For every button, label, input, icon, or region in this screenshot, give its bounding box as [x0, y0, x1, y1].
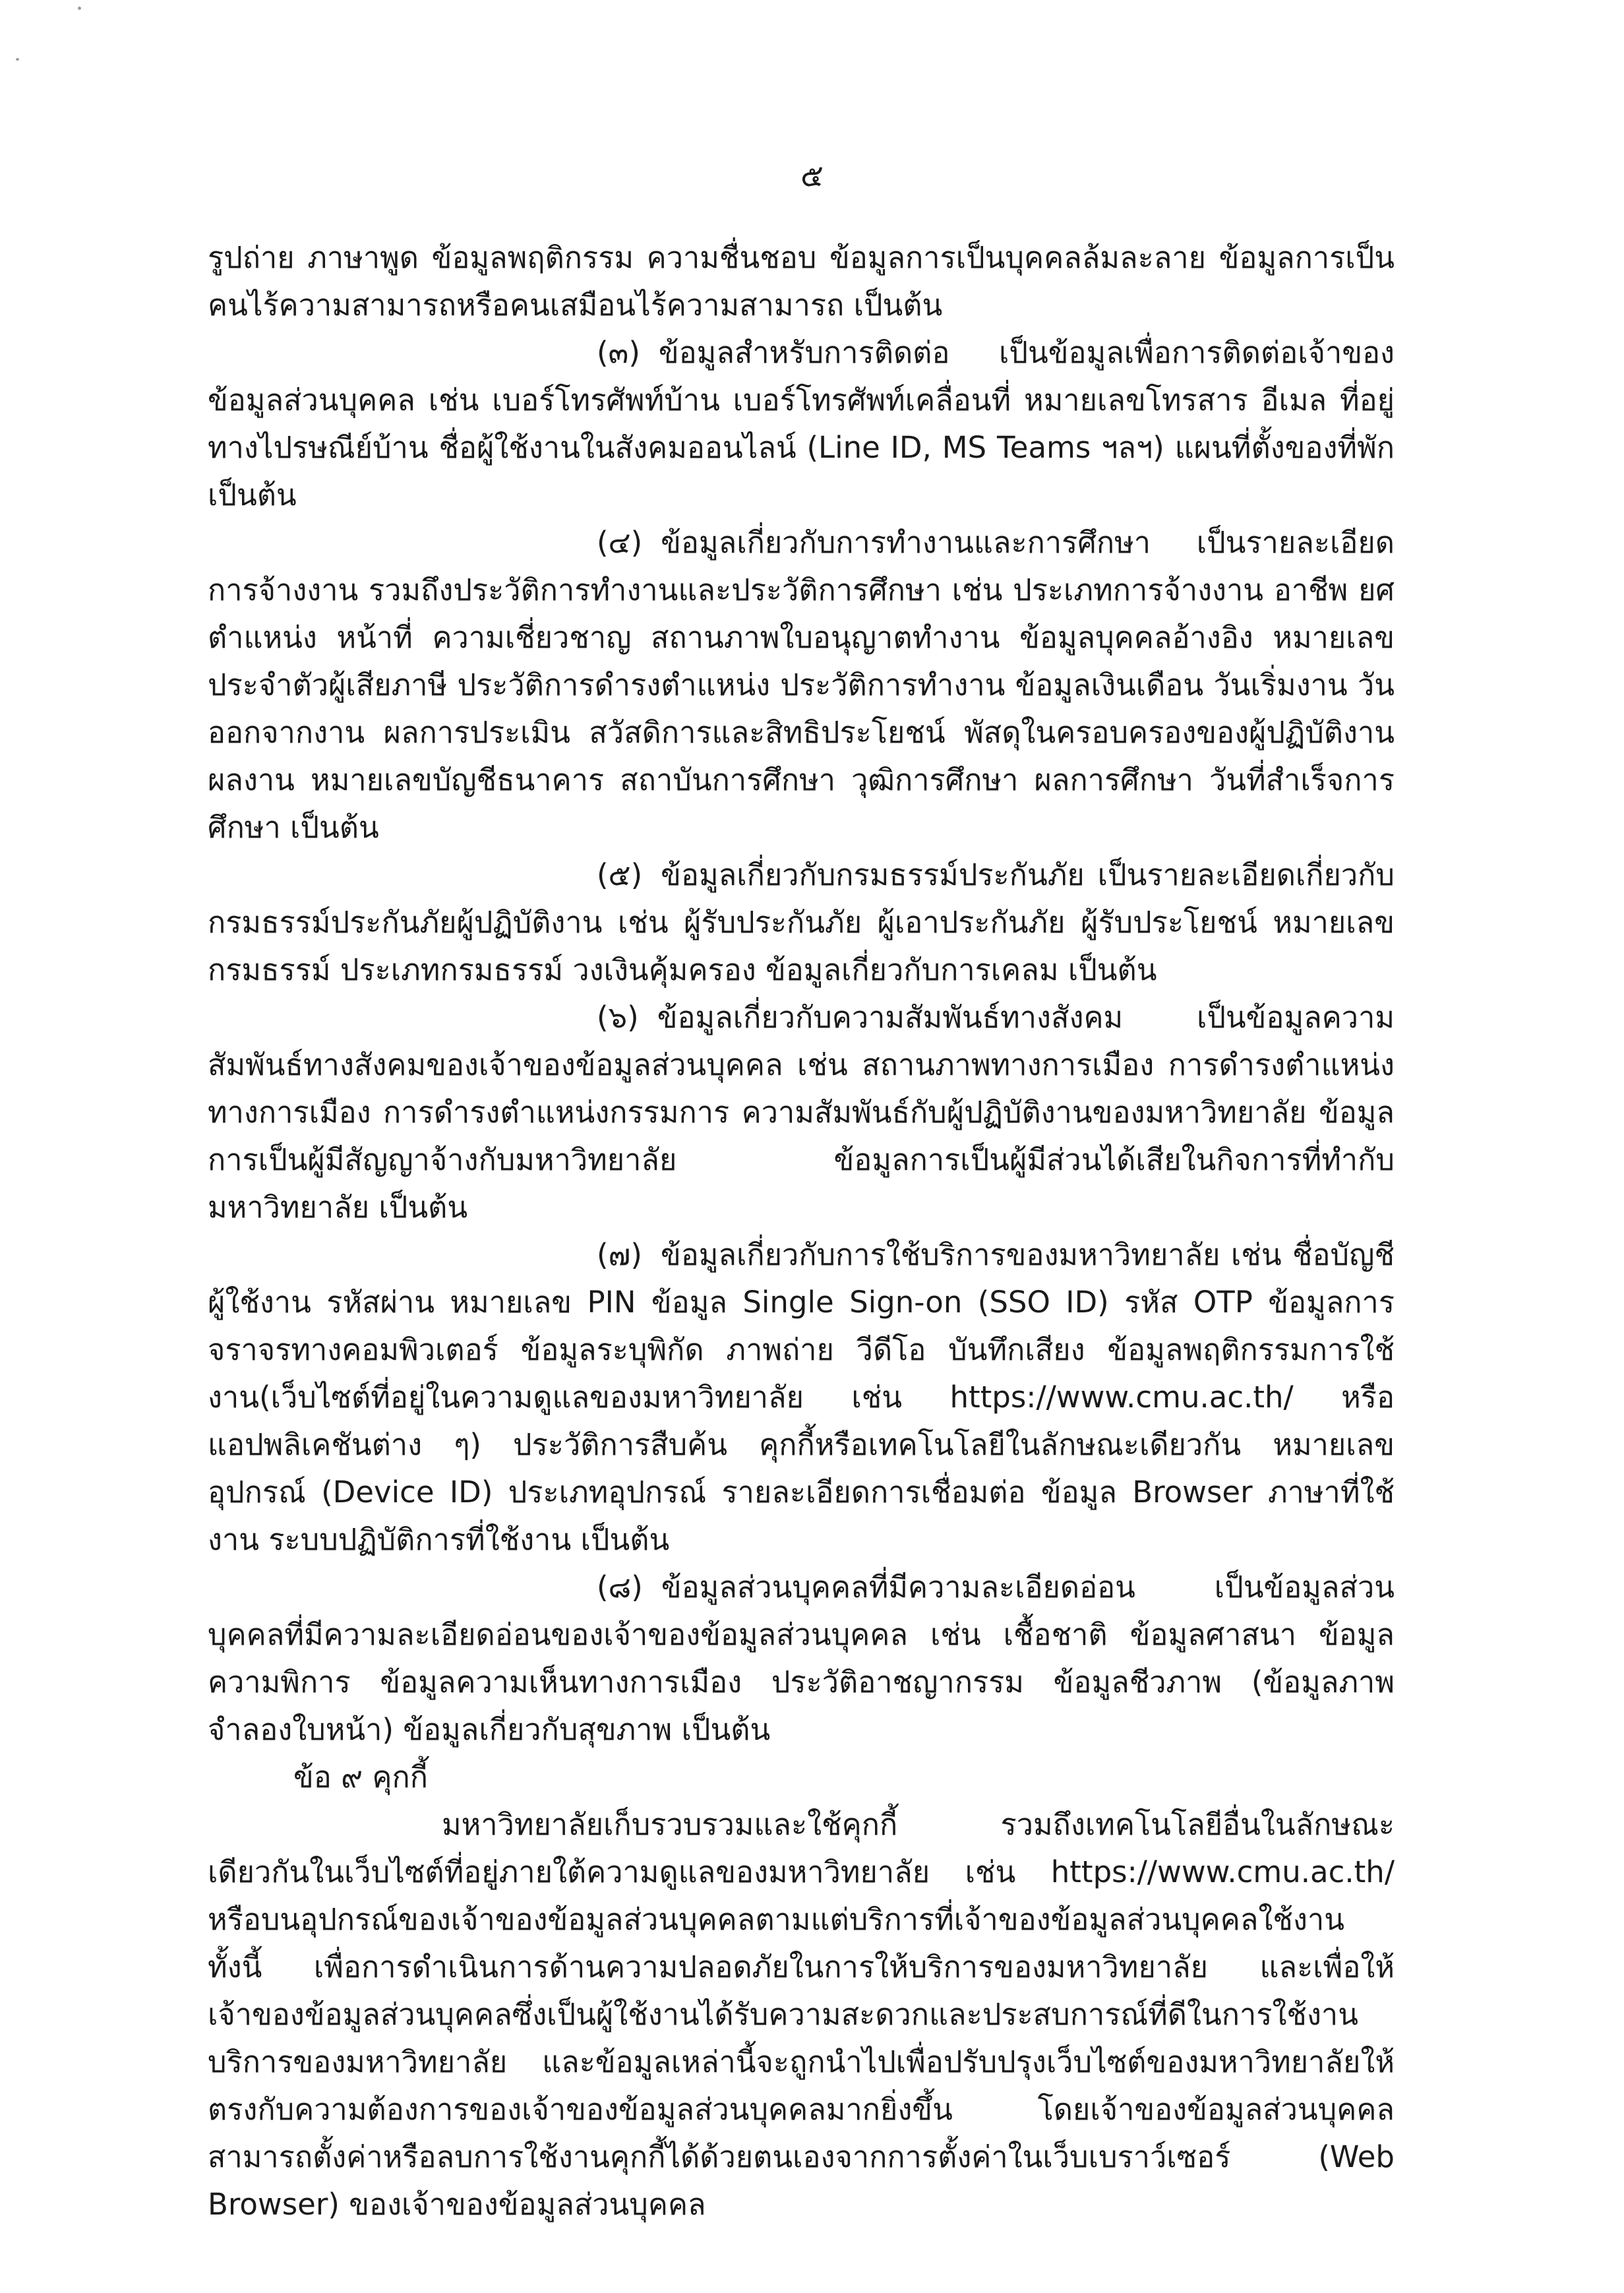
document-body — [208, 234, 1395, 2228]
list-number: (๕) — [597, 857, 643, 892]
scan-speck — [78, 7, 81, 10]
list-item-7 — [208, 1231, 1395, 1564]
page-number: ๕ — [800, 158, 824, 193]
list-number: (๔) — [597, 525, 643, 560]
list-item-text: ข้อมูลสำหรับการติดต่อ เป็นข้อมูลเพื่อการติดต่อเจ้าของข้อมูลส่วนบุคคล เช่น เบอร์โทรศัพท์บ้าน เบอร์โทรศัพท์เคลื่อนที่ หมายเลขโทรสาร อีเมล ที่อยู่ทางไปรษณีย์บ้าน ชื่อผู้ใช้งานในสังคมออนไลน์ (Line ID, MS Teams ฯลฯ) แผนที่ตั้งของที่พัก เป็นต้น — [208, 335, 1395, 512]
list-item-4 — [208, 519, 1395, 851]
section-body: มหาวิทยาลัยเก็บรวบรวมและใช้คุกกี้ รวมถึงเทคโนโลยีอื่นในลักษณะเดียวกันในเว็บไซต์ที่อยู่ภายใต้ความดูแลของมหาวิทยาลัย เช่น https://www.cmu.ac.th/ หรือบนอุปกรณ์ของเจ้าของข้อมูลส่วนบุคคลตามแต่บริการที่เจ้าของข้อมูลส่วนบุคคลใช้งาน ทั้งนี้ เพื่อการดำเนินการด้านความปลอดภัยในการให้บริการของมหาวิทยาลัย และเพื่อให้เจ้าของข้อมูลส่วนบุคคลซึ่งเป็นผู้ใช้งานได้รับความสะดวกและประสบการณ์ที่ดีในการใช้งานบริการของมหาวิทยาลัย และข้อมูลเหล่านี้จะถูกนำไปเพื่อปรับปรุงเว็บไซต์ของมหาวิทยาลัยให้ตรงกับความต้องการของเจ้าของข้อมูลส่วนบุคคลมากยิ่งขึ้น โดยเจ้าของข้อมูลส่วนบุคคลสามารถตั้งค่าหรือลบการใช้งานคุกกี้ได้ด้วยตนเองจากการตั้งค่าในเว็บเบราว์เซอร์ (Web Browser) ของเจ้าของข้อมูลส่วนบุคคล — [208, 1807, 1395, 2222]
section-heading: ข้อ ๙ คุกกี้ — [293, 1759, 428, 1794]
scan-speck — [16, 58, 19, 61]
list-item-text: ข้อมูลส่วนบุคคลที่มีความละเอียดอ่อน เป็นข้อมูลส่วนบุคคลที่มีความละเอียดอ่อนของเจ้าของข้อมูลส่วนบุคคล เช่น เชื้อชาติ ข้อมูลศาสนา ข้อมูลความพิการ ข้อมูลความเห็นทางการเมือง ประวัติอาชญากรรม ข้อมูลชีวภาพ (ข้อมูลภาพจำลองใบหน้า) ข้อมูลเกี่ยวกับสุขภาพ เป็นต้น — [208, 1570, 1395, 1747]
list-item-6 — [208, 994, 1395, 1231]
list-item-3 — [208, 329, 1395, 519]
list-item-text: ข้อมูลเกี่ยวกับความสัมพันธ์ทางสังคม เป็นข้อมูลความสัมพันธ์ทางสังคมของเจ้าของข้อมูลส่วนบุคคล เช่น สถานภาพทางการเมือง การดำรงตำแหน่งทางการเมือง การดำรงตำแหน่งกรรมการ ความสัมพันธ์กับผู้ปฏิบัติงานของมหาวิทยาลัย ข้อมูลการเป็นผู้มีสัญญาจ้างกับมหาวิทยาลัย ข้อมูลการเป็นผู้มีส่วนได้เสียในกิจการที่ทำกับมหาวิทยาลัย เป็นต้น — [208, 1000, 1395, 1225]
list-item-5 — [208, 851, 1395, 994]
list-item-text: ข้อมูลเกี่ยวกับกรมธรรม์ประกันภัย เป็นรายละเอียดเกี่ยวกับกรมธรรม์ประกันภัยผู้ปฏิบัติงาน เช่น ผู้รับประกันภัย ผู้เอาประกันภัย ผู้รับประโยชน์ หมายเลขกรมธรรม์ ประเภทกรมธรรม์ วงเงินคุ้มครอง ข้อมูลเกี่ยวกับการเคลม เป็นต้น — [208, 857, 1395, 987]
paragraph-continuation — [208, 234, 1395, 329]
list-item-text: ข้อมูลเกี่ยวกับการทำงานและการศึกษา เป็นรายละเอียดการจ้างงาน รวมถึงประวัติการทำงานและประวัติการศึกษา เช่น ประเภทการจ้างงาน อาชีพ ยศ ตำแหน่ง หน้าที่ ความเชี่ยวชาญ สถานภาพใบอนุญาตทำงาน ข้อมูลบุคคลอ้างอิง หมายเลขประจำตัวผู้เสียภาษี ประวัติการดำรงตำแหน่ง ประวัติการทำงาน ข้อมูลเงินเดือน วันเริ่มงาน วันออกจากงาน ผลการประเมิน สวัสดิการและสิทธิประโยชน์ พัสดุในครอบครองของผู้ปฏิบัติงาน ผลงาน หมายเลขบัญชีธนาคาร สถาบันการศึกษา วุฒิการศึกษา ผลการศึกษา วันที่สำเร็จการศึกษา เป็นต้น — [208, 525, 1395, 845]
list-number: (๗) — [597, 1237, 642, 1272]
list-item-8 — [208, 1564, 1395, 1754]
paragraph-text: รูปถ่าย ภาษาพูด ข้อมูลพฤติกรรม ความชื่นชอบ ข้อมูลการเป็นบุคคลล้มละลาย ข้อมูลการเป็นคนไร้ความสามารถหรือคนเสมือนไร้ความสามารถ เป็นต้น — [208, 240, 1395, 322]
list-number: (๘) — [597, 1570, 643, 1605]
list-number: (๖) — [597, 1000, 639, 1035]
list-number: (๓) — [597, 335, 640, 370]
list-item-text: ข้อมูลเกี่ยวกับการใช้บริการของมหาวิทยาลัย เช่น ชื่อบัญชีผู้ใช้งาน รหัสผ่าน หมายเลข PIN ข้อมูล Single Sign-on (SSO ID) รหัส OTP ข้อมูลการจราจรทางคอมพิวเตอร์ ข้อมูลระบุพิกัด ภาพถ่าย วีดีโอ บันทึกเสียง ข้อมูลพฤติกรรมการใช้งาน(เว็บไซต์ที่อยู่ในความดูแลของมหาวิทยาลัย เช่น https://www.cmu.ac.th/ หรือ แอปพลิเคชันต่าง ๆ) ประวัติการสืบค้น คุกกี้หรือเทคโนโลยีในลักษณะเดียวกัน หมายเลขอุปกรณ์ (Device ID) ประเภทอุปกรณ์ รายละเอียดการเชื่อมต่อ ข้อมูล Browser ภาษาที่ใช้งาน ระบบปฏิบัติการที่ใช้งาน เป็นต้น — [208, 1237, 1395, 1557]
